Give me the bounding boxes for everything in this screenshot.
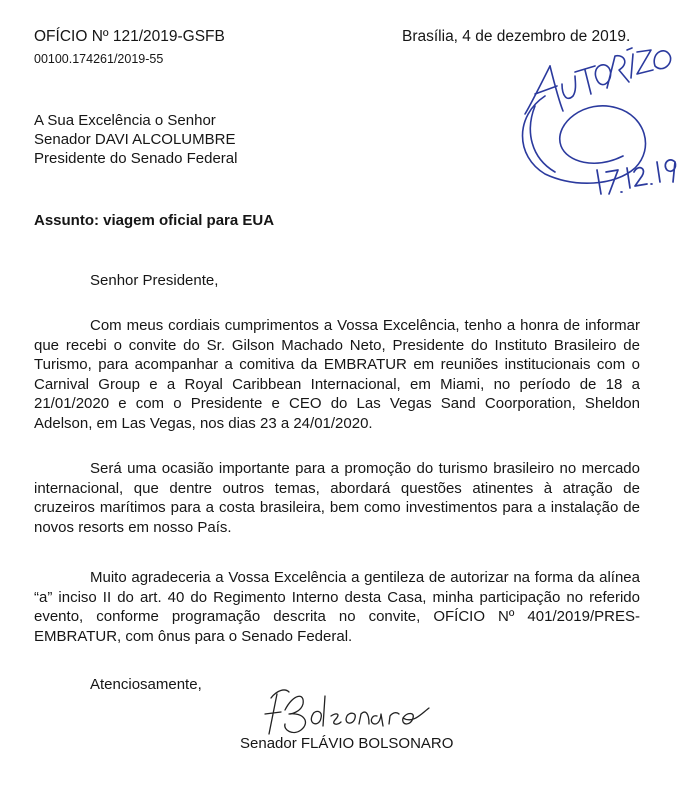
addressee-name: Senador DAVI ALCOLUMBRE — [34, 131, 236, 148]
body-paragraph: Muito agradeceria a Vossa Excelência a gentileza de autorizar na forma da alínea “a” inciso II do art. 40 do Regimento Interno desta Casa, minha participação no referido evento, conforme programação descrita no convite, OFÍCIO Nº 401/2019/PRES-EMBRATUR, com ônus para o Senado Federal. — [34, 569, 640, 645]
addressee-line: A Sua Excelência o Senhor — [34, 112, 216, 129]
addressee-title: Presidente do Senado Federal — [34, 150, 238, 167]
document-reference: OFÍCIO Nº 121/2019-GSFB — [34, 28, 225, 45]
stamp-digit-1 — [627, 168, 630, 188]
signature-stroke — [311, 711, 321, 723]
signature-stroke — [371, 714, 383, 726]
stamp-letter-stroke — [607, 56, 629, 88]
signature-stroke — [346, 713, 355, 723]
process-number: 00100.174261/2019-55 — [34, 52, 164, 66]
date-line: Brasília, 4 de dezembro de 2019. — [402, 28, 631, 45]
stamp-flourish — [530, 106, 555, 172]
signature-stroke — [389, 713, 399, 724]
stamp-digit-2 — [634, 168, 647, 186]
signature-stroke — [285, 696, 306, 732]
body-paragraph: Será uma ocasião importante para a promoção do turismo brasileiro no mercado internacional, que dentre outros temas, abordará questões atinentes à atração de cruzeiros marítimos para a costa brasileira, bem como investimentos para a instalação de novos resorts em nosso País. — [34, 460, 640, 536]
handwritten-signature — [263, 684, 433, 740]
stamp-letter-stroke — [575, 66, 595, 94]
authorization-stamp — [505, 36, 685, 196]
signature-stroke — [323, 696, 325, 726]
stamp-digit-7 — [606, 170, 618, 194]
signer-name: Senador FLÁVIO BOLSONARO — [240, 735, 454, 752]
signature-stroke — [403, 708, 429, 724]
signature-stroke — [359, 712, 369, 724]
salutation: Senhor Presidente, — [90, 272, 219, 289]
body-paragraph: Com meus cordiais cumprimentos a Vossa Excelência, tenho a honra de informar que recebi o convite do Sr. Gilson Machado Neto, Presidente do Instituto Brasileiro de Turismo, para acompanhar a comitiva da EMBRATUR em reuniões institucionais com o Carnival Group e a Royal Caribbean Internacional, em Miami, no período de 18 a 21/01/2020 e com o Presidente e CEO do Las Vegas Sand Coorporation, Sheldon Adelson, em Las Vegas, nos dias 23 a 24/01/2020. — [34, 317, 640, 432]
stamp-digit-1 — [657, 162, 660, 182]
stamp-letter-stroke — [637, 50, 653, 74]
stamp-letter-stroke — [654, 51, 670, 69]
stamp-digit-9 — [665, 160, 675, 182]
signature-stroke — [331, 714, 341, 724]
stamp-letter-stroke — [627, 48, 633, 78]
stamp-letter-stroke — [562, 76, 576, 98]
stamp-date-drawing — [597, 160, 675, 194]
subject-line: Assunto: viagem oficial para EUA — [34, 212, 275, 229]
closing: Atenciosamente, — [90, 676, 202, 693]
